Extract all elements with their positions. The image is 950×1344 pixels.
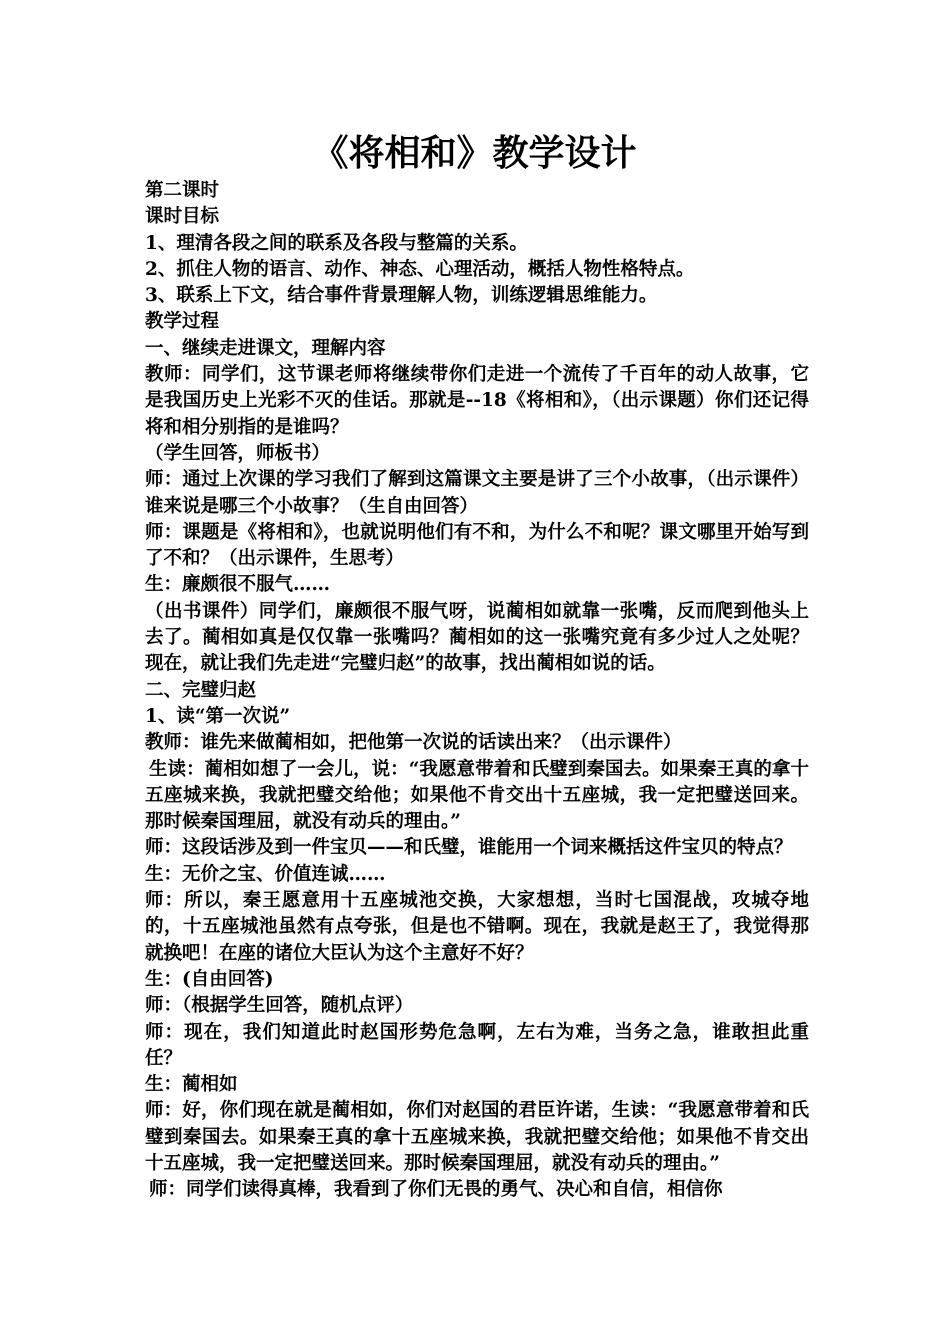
goal-item: 3、联系上下文，结合事件背景理解人物，训练逻辑思维能力。 (145, 285, 658, 307)
dialogue-paragraph: 生：无价之宝、价值连诚…… (145, 863, 386, 885)
dialogue-paragraph: 师：现在，我们知道此时赵国形势危急啊，左右为难，当务之急，谁敢担此重任？ (145, 1021, 809, 1069)
dialogue-paragraph: 师：好，你们现在就是蔺相如，你们对赵国的君臣许诺，生读：“我愿意带着和氏璧到秦国去。如果秦王真的拿十五座城来换，我就把璧交给他；如果他不肯交出十五座城，我一定把璧送回来。那时候秦国理屈，就没有动兵的理由。” (145, 1100, 809, 1174)
sub-step-heading: 1、读“第一次说” (145, 705, 291, 727)
dialogue-paragraph: 师：同学们读得真棒，我看到了你们无畏的勇气、决心和自信，相信你 (149, 1179, 723, 1201)
dialogue-paragraph: 生：廉颇很不服气…… (145, 574, 331, 596)
dialogue-paragraph: 教师：同学们，这节课老师将继续带你们走进一个流传了千百年的动人故事，它是我国历史上光彩不灭的佳话。那就是--18《将相和》，（出示课题）你们还记得将和相分别指的是谁吗？ (145, 364, 809, 438)
step-heading: 二、完璧归赵 (145, 679, 257, 701)
dialogue-paragraph: （学生回答，师板书） (145, 442, 331, 464)
document-title: 《将相和》教学设计 (312, 132, 637, 174)
dialogue-paragraph: 师：通过上次课的学习我们了解到这篇课文主要是讲了三个小故事，（出示课件）谁来说是哪三个小故事？（生自由回答） (145, 469, 809, 517)
document-body (145, 178, 809, 1204)
step-heading: 一、继续走进课文，理解内容 (145, 337, 386, 359)
dialogue-paragraph: 教师：谁先来做蔺相如，把他第一次说的话读出来？（出示课件） (145, 732, 682, 754)
dialogue-paragraph: 师：这段话涉及到一件宝贝——和氏璧，谁能用一个词来概括这件宝贝的特点？ (145, 837, 793, 859)
section-heading-goals: 课时目标 (145, 206, 220, 228)
dialogue-paragraph: 师：所以，秦王愿意用十五座城池交换，大家想想，当时七国混战，攻城夺地的，十五座城池虽然有点夸张，但是也不错啊。现在，我就是赵王了，我觉得那就换吧！在座的诸位大臣认为这个主意好不好？ (145, 890, 809, 964)
goal-item: 2、抓住人物的语言、动作、神态、心理活动，概括人物性格特点。 (145, 258, 695, 280)
document-page (145, 128, 809, 1204)
dialogue-paragraph: 师：课题是《将相和》，也就说明他们有不和，为什么不和呢？课文哪里开始写到了不和？（出示课件，生思考） (145, 521, 809, 570)
goal-item: 1、理清各段之间的联系及各段与整篇的关系。 (145, 232, 528, 254)
dialogue-paragraph: （出书课件）同学们，廉颇很不服气呀，说蔺相如就靠一张嘴，反而爬到他头上去了。蔺相如真是仅仅靠一张嘴吗？蔺相如的这一张嘴究竟有多少过人之处呢？现在，就让我们先走进“完璧归赵”的故事，找出蔺相如说的话。 (145, 600, 809, 675)
dialogue-paragraph: 师：（根据学生回答，随机点评） (145, 995, 414, 1017)
dialogue-paragraph: 生读：蔺相如想了一会儿，说：“我愿意带着和氏璧到秦国去。如果秦王真的拿十五座城来换，我就把璧交给他；如果他不肯交出十五座城，我一定把璧送回来。那时候秦国理屈，就没有动兵的理由。” (145, 758, 809, 833)
dialogue-paragraph: 生：(自由回答) (145, 968, 274, 990)
dialogue-paragraph: 生：蔺相如 (145, 1074, 238, 1096)
section-heading-process: 教学过程 (145, 311, 220, 333)
lesson-period: 第二课时 (145, 180, 220, 201)
